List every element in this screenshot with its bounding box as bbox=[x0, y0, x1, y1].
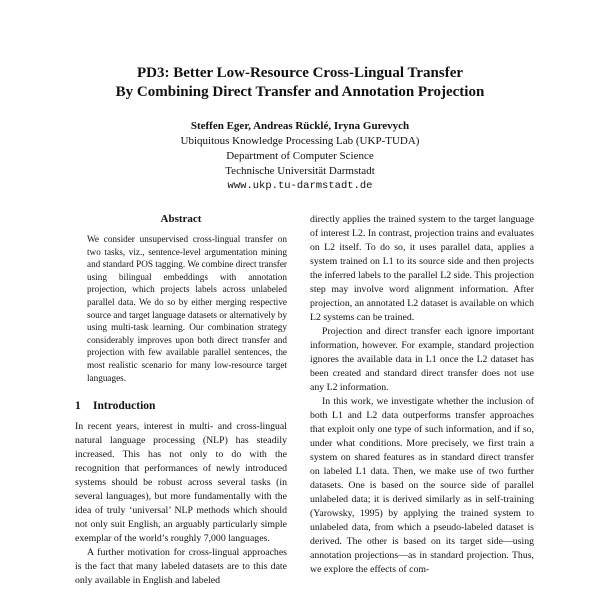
left-column bbox=[75, 213, 287, 588]
affiliation-department: Department of Computer Science bbox=[226, 150, 374, 162]
title-block bbox=[0, 64, 600, 194]
abstract-heading: Abstract bbox=[160, 213, 202, 225]
abstract-text: We consider unsupervised cross-lingual transfer on two tasks, viz., sentence-level argumentation mining and standard POS tagging. We combine direct transfer using bilingual embeddings with annotation projection, which projects labels across unlabeled parallel data. We do so by either merging respective source and target language datasets or alternatively by using multi-task learning. Our combination strategy considerably improves upon both direct transfer and projection with few available parallel sentences, the most realistic scenario for many low-resource target languages. bbox=[87, 234, 287, 383]
authors: Steffen Eger, Andreas Rücklé, Iryna Gurevych bbox=[190, 120, 410, 132]
section-heading-introduction bbox=[75, 400, 287, 412]
intro-paragraph-1: In recent years, interest in multi- and cross-lingual natural language processing (NLP) has steadily increased. This has not only to do with the recognition that performances of newly introduced systems should be robust across several tasks (in several languages), but more fundamentally with the idea of truly ‘universal’ NLP methods which should not only suit English, an arguably particularly simple exemplar of the world’s roughly 7,000 languages. bbox=[75, 421, 287, 545]
intro-paragraph-2: A further motivation for cross-lingual approaches is the fact that many labeled datasets are to this date only available in English and labeled bbox=[75, 547, 287, 587]
paper-title-line-2: By Combining Direct Transfer and Annotation Projection bbox=[115, 84, 485, 100]
section-title: Introduction bbox=[93, 400, 156, 413]
affiliation-lab: Ubiquitous Knowledge Processing Lab (UKP-TUDA) bbox=[180, 135, 420, 147]
right-paragraph-1: directly applies the trained system to the target language of interest L2. In contrast, projection trains and evaluates on L2 itself. To do so, it uses parallel data, applies a system trained on L1 to its source side and then projects the inferred labels to the parallel L2 side. This projection step may involve word alignment information. After projection, an annotated L2 dataset is available on which L2 systems can be trained. bbox=[310, 214, 534, 323]
affiliation-university: Technische Universität Darmstadt bbox=[225, 165, 375, 177]
right-column bbox=[310, 213, 534, 577]
right-paragraph-3: In this work, we investigate whether the inclusion of both L1 and L2 data outperforms transfer approaches that exploit only one type of such information, and if so, under what conditions. More precisely, we first train a system on shared features as in standard direct transfer on labeled L1 data. Then, we make use of two further datasets. One is based on the source side of parallel unlabeled data; it is derived similarly as in self-training (Yarowsky, 1995) by applying the trained system to unlabeled data, from which a pseudo-labeled dataset is derived. The other is based on its target side—using annotation projections—as in standard projection. Thus, we explore the effects of com- bbox=[310, 396, 534, 575]
section-number: 1 bbox=[75, 400, 81, 413]
paper-title-line-1: PD3: Better Low-Resource Cross-Lingual Transfer bbox=[136, 65, 464, 81]
affiliation-url[interactable]: www.ukp.tu-darmstadt.de bbox=[227, 180, 373, 192]
right-paragraph-2: Projection and direct transfer each ignore important information, however. For example, standard projection ignores the available data in L1 once the L2 dataset has been created and standard direct transfer does not use any L2 information. bbox=[310, 326, 534, 393]
